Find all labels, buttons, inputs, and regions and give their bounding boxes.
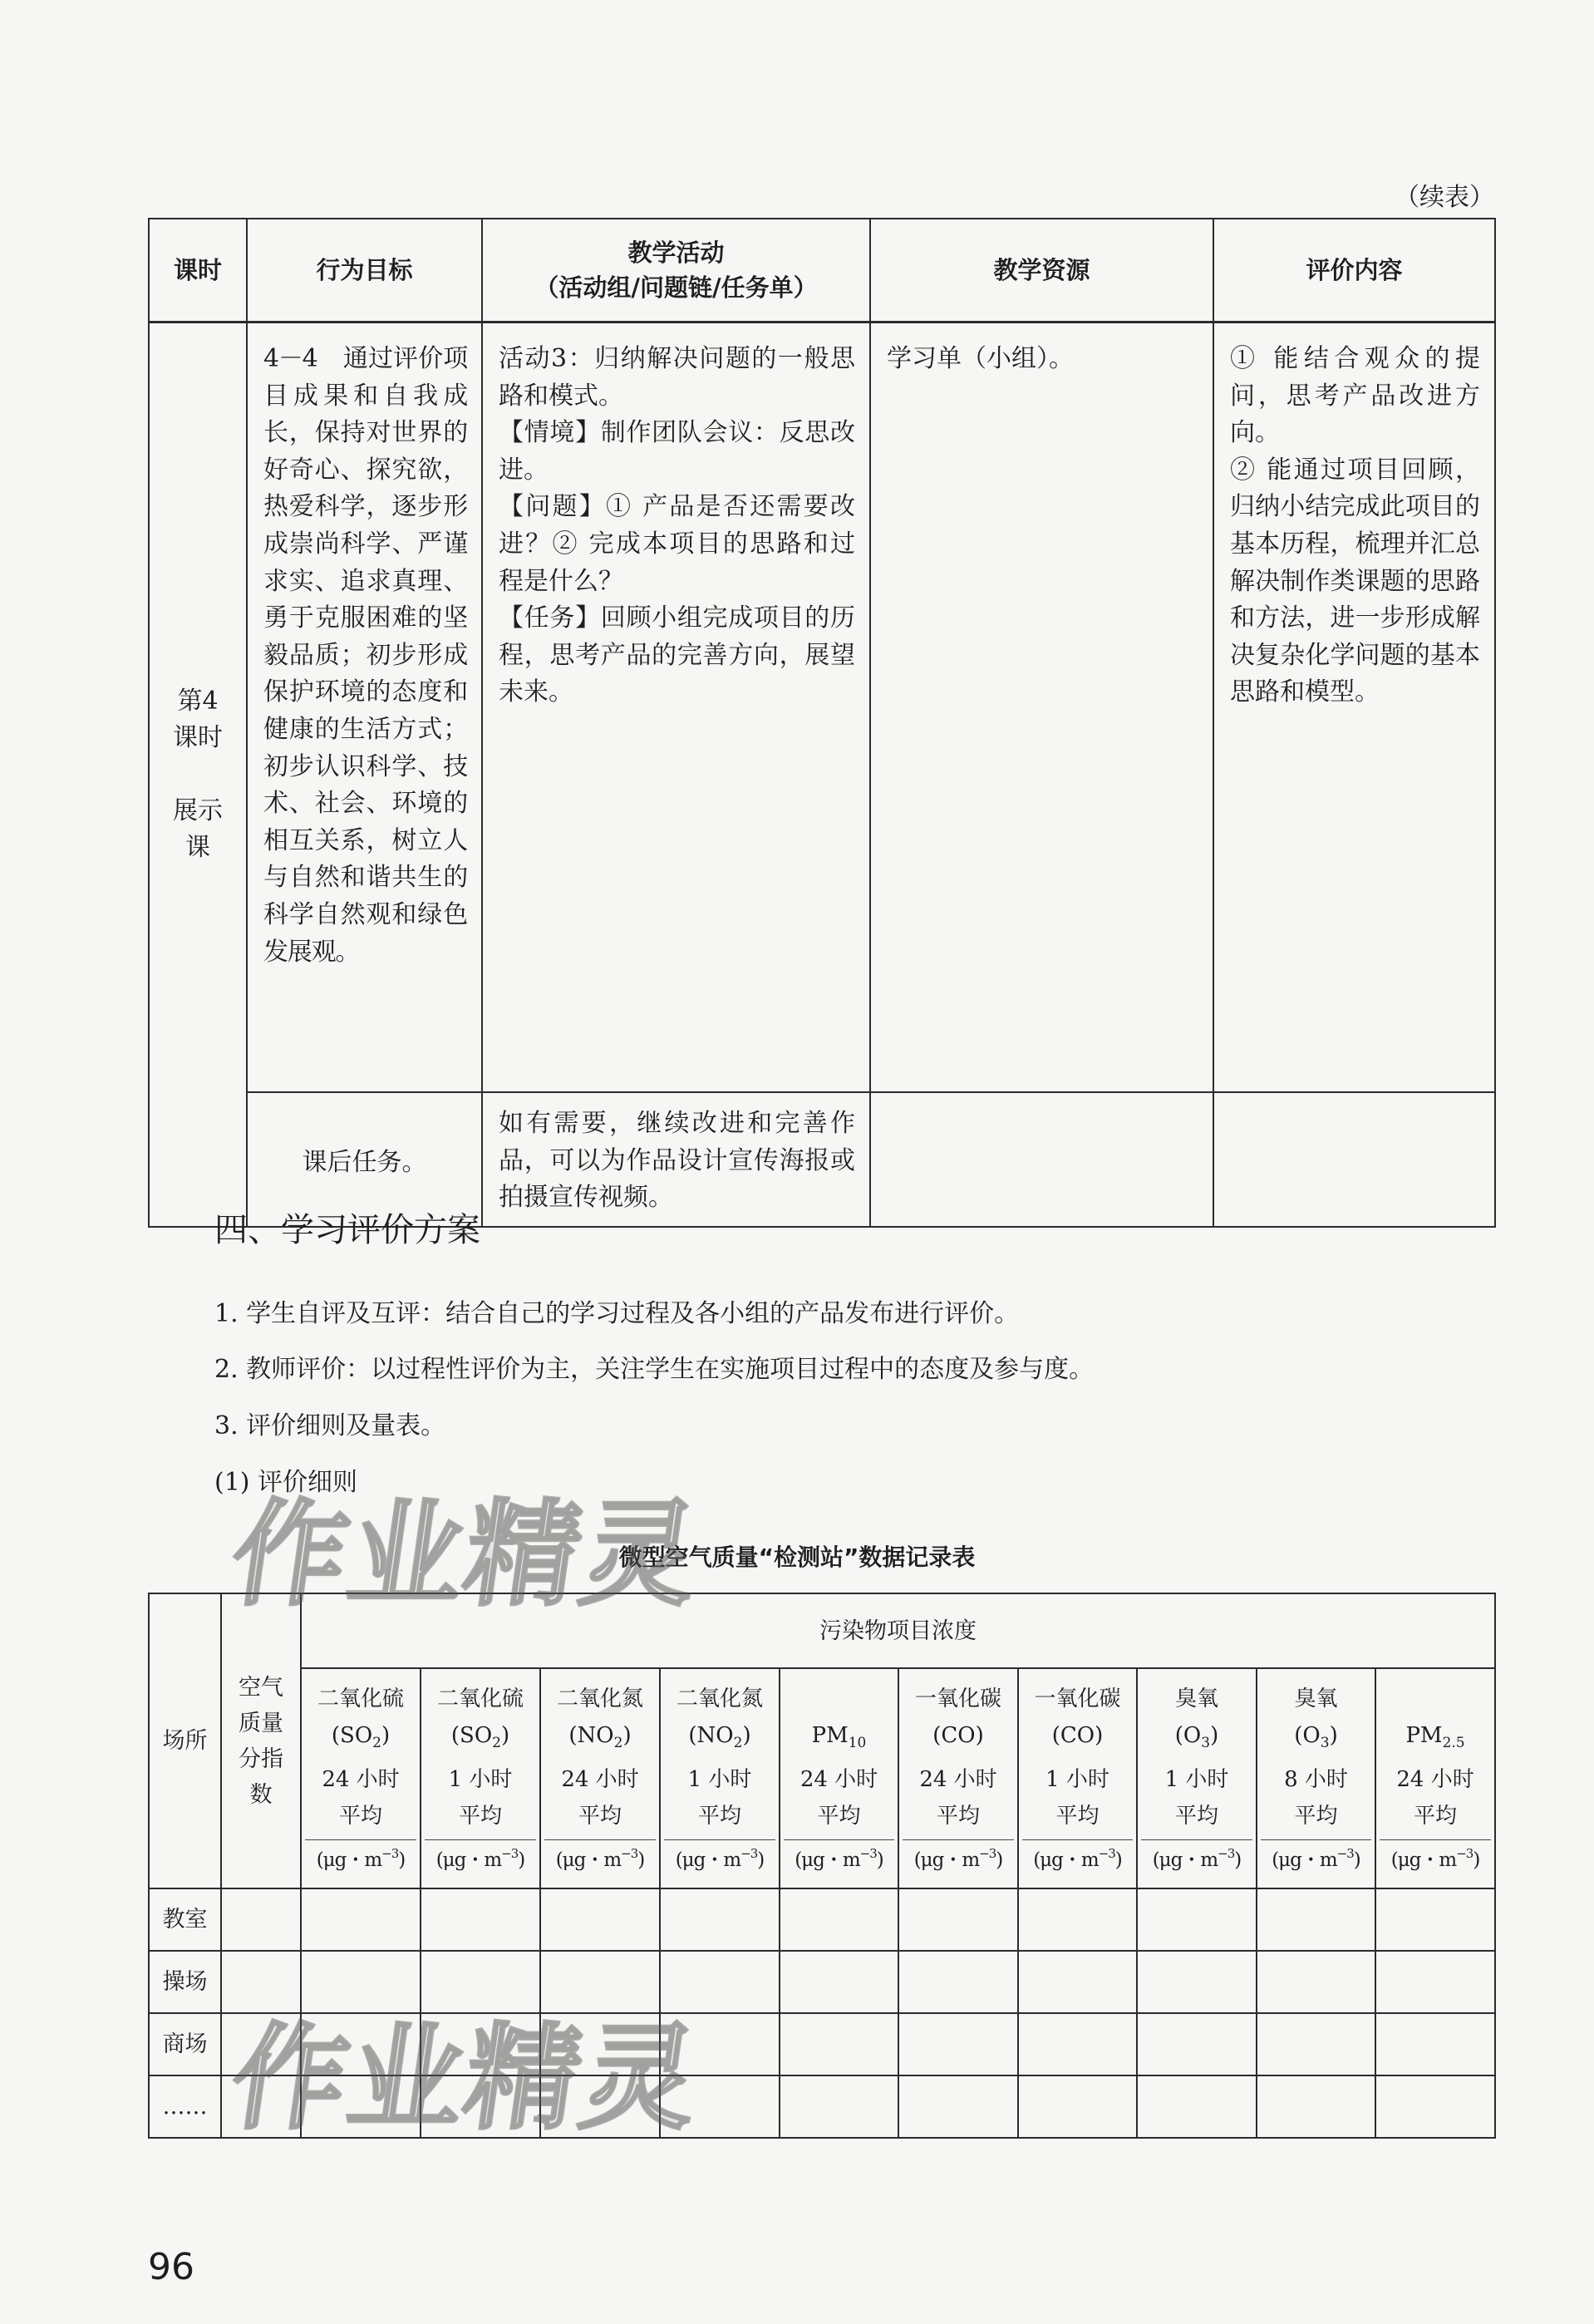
place-label: …… (149, 2075, 221, 2138)
data-cell (1018, 2013, 1137, 2075)
header-activity-line2: （活动组/问题链/任务单） (534, 273, 818, 302)
averaging-period: 24 小时 (322, 1767, 400, 1792)
place-label: 教室 (149, 1888, 221, 1951)
data-cell (221, 1888, 301, 1951)
continued-label: （续表） (1395, 183, 1494, 212)
average-label: 平均 (338, 1804, 382, 1829)
watermark: 作业精灵 (224, 2011, 708, 2145)
data-cell (660, 1888, 780, 1951)
unit-label: (μg・$m^{-3}$) (305, 1839, 416, 1873)
average-label: 平均 (1055, 1804, 1100, 1829)
paragraph-self-evaluation: 1. 学生自评及互评：结合自己的学习过程及各小组的产品发布进行评价。 (214, 1299, 1020, 1328)
resources-text: 学习单（小组）。 (887, 344, 1074, 373)
data-cell (1137, 2075, 1257, 2138)
data-cell (301, 1888, 421, 1951)
header-resources: 教学资源 (870, 219, 1213, 323)
pollutant-column-header (660, 1668, 780, 1888)
pollutant-formula: $PM_{2.5}$ (1405, 1723, 1465, 1751)
activity-text (484, 324, 868, 711)
pollutant-group-header: 污染物项目浓度 (301, 1593, 1495, 1668)
pollutant-column-header (1375, 1668, 1495, 1888)
data-cell (780, 2075, 898, 2138)
data-cell (540, 1888, 660, 1951)
record-table-title: 微型空气质量“检测站”数据记录表 (618, 1544, 976, 1571)
unit-label: (μg・$m^{-3}$) (1141, 1839, 1252, 1873)
pollutant-column-header (540, 1668, 660, 1888)
data-cell (1018, 2075, 1137, 2138)
data-cell (898, 2013, 1018, 2075)
averaging-period: 24 小时 (919, 1767, 997, 1792)
activity-task: 【任务】回顾小组完成项目的历程，思考产品的完善方向，展望未来。 (499, 603, 855, 707)
pollutant-name: 二氧化硫 (317, 1686, 404, 1711)
paragraph-evaluation-rules: 3. 评价细则及量表。 (214, 1411, 446, 1440)
place-label: 商场 (149, 2013, 221, 2075)
activity-title: 活动3：归纳解决问题的一般思路和模式。 (499, 344, 855, 411)
data-cell (1375, 1951, 1495, 2013)
objective-text: 4－4 通过评价项目成果和自我成长，保持对世界的好奇心、探究欲，热爱科学，逐步形成崇尚科学、严谨求实、追求真理、勇于克服困难的坚毅品质；初步形成保护环境的态度和健康的生活方式；初步认识科学、技术、社会、环境的相互关系，树立人与自然和谐共生的科学自然观和绿色发展观。 (263, 344, 467, 967)
unit-label: (μg・$m^{-3}$) (1022, 1839, 1133, 1873)
lesson-plan-table (148, 218, 1496, 1228)
after-class-task: 课后任务。 (247, 1092, 482, 1227)
data-cell (1137, 1951, 1257, 2013)
aqi-header (221, 1593, 301, 1888)
after-class-activity: 如有需要，继续改进和完善作品，可以为作品设计宣传海报或拍摄宣传视频。 (499, 1109, 855, 1213)
unit-label: (μg・$m^{-3}$) (1261, 1839, 1371, 1873)
averaging-period: 24 小时 (561, 1767, 639, 1792)
pollutant-name: 二氧化氮 (676, 1686, 763, 1711)
page-number: 96 (148, 2246, 194, 2288)
activity-situation: 【情境】制作团队会议：反思改进。 (499, 418, 855, 485)
pollutant-name: 臭氧 (1174, 1686, 1218, 1711)
period-cell (149, 323, 247, 1228)
average-label: 平均 (1294, 1804, 1338, 1829)
average-label: 平均 (1414, 1804, 1458, 1829)
pollutant-name: 二氧化硫 (436, 1686, 524, 1711)
data-cell (1257, 2013, 1375, 2075)
header-evaluation: 评价内容 (1213, 219, 1495, 323)
pollutant-name: 一氧化碳 (1034, 1686, 1121, 1711)
pollutant-formula: $(SO_2)$ (331, 1723, 391, 1751)
average-label: 平均 (817, 1804, 861, 1829)
pollutant-formula: $(SO_2)$ (450, 1723, 510, 1751)
averaging-period: 1 小时 (1045, 1767, 1109, 1792)
pollutant-formula: $(O_3)$ (1294, 1723, 1338, 1751)
unit-label: (μg・$m^{-3}$) (664, 1839, 775, 1873)
empty-cell (870, 1092, 1213, 1227)
paragraph-rules-subheading: (1) 评价细则 (214, 1468, 358, 1497)
pollutant-column-header (898, 1668, 1018, 1888)
pollutant-formula: (CO) (932, 1723, 984, 1748)
data-cell (1137, 1888, 1257, 1951)
data-cell (780, 2013, 898, 2075)
unit-label: (μg・$m^{-3}$) (425, 1839, 536, 1873)
period-label: 第4课时 (173, 687, 223, 752)
averaging-period: 1 小时 (1164, 1767, 1229, 1792)
pollutant-column-header (1018, 1668, 1137, 1888)
average-label: 平均 (1174, 1804, 1218, 1829)
activity-question: 【问题】① 产品是否还需要改进？② 完成本项目的思路和过程是什么？ (499, 492, 855, 596)
unit-label: (μg・$m^{-3}$) (544, 1839, 656, 1873)
data-cell (780, 1888, 898, 1951)
aqi-header-text: 空气质量分指数 (239, 1674, 283, 1808)
pollutant-name (1376, 1681, 1494, 1717)
pollutant-name: 一氧化碳 (914, 1686, 1001, 1711)
header-period: 课时 (149, 219, 247, 323)
data-cell (1375, 1888, 1495, 1951)
pollutant-formula: (CO) (1051, 1723, 1104, 1748)
data-cell (1375, 2075, 1495, 2138)
evaluation-text (1215, 324, 1493, 711)
data-cell (1137, 2013, 1257, 2075)
data-cell (1018, 1888, 1137, 1951)
unit-label: (μg・$m^{-3}$) (784, 1839, 894, 1873)
section-heading: 四、学习评价方案 (214, 1211, 480, 1249)
pollutant-formula: $PM_{10}$ (811, 1723, 867, 1751)
header-objective: 行为目标 (247, 219, 482, 323)
pollutant-formula: $(O_3)$ (1174, 1723, 1219, 1751)
pollutant-formula: $(NO_2)$ (568, 1723, 632, 1751)
averaging-period: 8 小时 (1284, 1767, 1348, 1792)
average-label: 平均 (936, 1804, 980, 1829)
pollutant-column-header (1137, 1668, 1257, 1888)
pollutant-column-header (780, 1668, 898, 1888)
pollutant-formula: $(NO_2)$ (688, 1723, 751, 1751)
averaging-period: 1 小时 (687, 1767, 752, 1792)
pollutant-column-header (1257, 1668, 1375, 1888)
pollutant-header-row (149, 1668, 1495, 1888)
averaging-period: 24 小时 (1396, 1767, 1474, 1792)
place-label: 操场 (149, 1951, 221, 2013)
pollutant-name (780, 1681, 898, 1717)
pollutant-name: 二氧化氮 (556, 1686, 643, 1711)
evaluation-item-1: ① 能结合观众的提问，思考产品改进方向。 (1230, 344, 1480, 448)
watermark: 作业精灵 (224, 1488, 708, 1622)
table-header-row (149, 219, 1495, 323)
average-label: 平均 (697, 1804, 741, 1829)
header-activity-line1: 教学活动 (627, 239, 725, 267)
empty-cell (1213, 1092, 1495, 1227)
unit-label: (μg・$m^{-3}$) (903, 1839, 1014, 1873)
place-header: 场所 (149, 1593, 221, 1888)
unit-label: (μg・$m^{-3}$) (1380, 1839, 1491, 1873)
data-cell (780, 1951, 898, 2013)
pollutant-column-header (421, 1668, 540, 1888)
data-cell (1257, 2075, 1375, 2138)
data-cell (1018, 1951, 1137, 2013)
data-cell (898, 1888, 1018, 1951)
evaluation-item-2: ② 能通过项目回顾，归纳小结完成此项目的基本历程，梳理并汇总解决制作类课题的思路和方法，进一步形成解决复杂化学问题的基本思路和模型。 (1230, 455, 1480, 707)
data-cell (898, 2075, 1018, 2138)
data-cell (898, 1951, 1018, 2013)
header-activity (482, 219, 870, 323)
data-cell (421, 1888, 540, 1951)
table-row (149, 1888, 1495, 1951)
average-label: 平均 (578, 1804, 622, 1829)
data-cell (1257, 1951, 1375, 2013)
average-label: 平均 (458, 1804, 502, 1829)
table-row (149, 323, 1495, 1093)
paragraph-teacher-evaluation: 2. 教师评价：以过程性评价为主，关注学生在实施项目过程中的态度及参与度。 (214, 1355, 1095, 1384)
data-cell (1257, 1888, 1375, 1951)
averaging-period: 24 小时 (799, 1767, 878, 1792)
pollutant-column-header (301, 1668, 421, 1888)
averaging-period: 1 小时 (448, 1767, 513, 1792)
data-cell (1375, 2013, 1495, 2075)
period-type: 展示课 (173, 796, 223, 862)
pollutant-name: 臭氧 (1294, 1686, 1338, 1711)
